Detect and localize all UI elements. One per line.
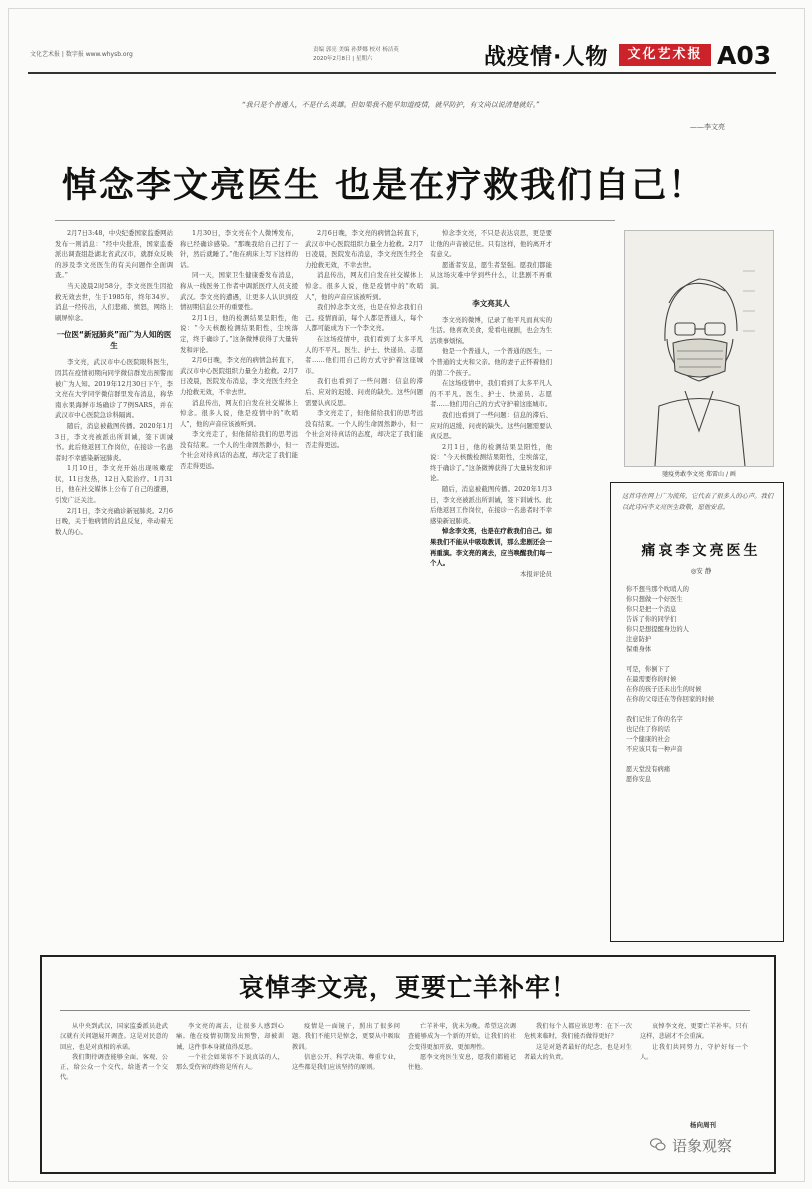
editorial-column-4 bbox=[408, 1022, 516, 1162]
paragraph: 1月30日，李文亮在个人微博发布，称已经确诊感染。“那晚我给自己打了一针，然后就睡了。”他在病床上写下这样的话。 bbox=[180, 229, 298, 269]
poem-line: 告诉了你的同学们 bbox=[626, 616, 677, 623]
column-subhead: 一位医“新冠肺炎”而广为人知的医生 bbox=[56, 330, 172, 351]
paragraph: 我们悼念李文亮，也是在悼念我们自己。疫情面前，每个人都是普通人，每个人都可能成为下一个李文亮。 bbox=[305, 303, 423, 333]
poem-line: 也记住了你的话 bbox=[626, 726, 671, 733]
watermark: 语象观察 bbox=[672, 1137, 733, 1155]
poem-line: 在最需要你的时候 bbox=[626, 676, 677, 683]
poem-line: 在你的孩子还未出生的时候 bbox=[626, 686, 702, 693]
poem-line: 你不想当那个吹哨人的 bbox=[626, 586, 689, 593]
page-number: A03 bbox=[717, 41, 772, 70]
masthead-meta bbox=[313, 46, 483, 64]
paragraph: 消息传出，网友们自发在社交媒体上悼念。很多人说，他是疫情中的“吹哨人”，他的声音应该被听到。 bbox=[305, 271, 423, 301]
bold-closing-note: 悼念李文亮，也是在疗救我们自己。如果我们不能从中吸取教训，那么悲剧还会一再重演。李文亮的离去，应当唤醒我们每一个人。 bbox=[430, 527, 552, 568]
poem-line: 保重身体 bbox=[626, 646, 652, 653]
paragraph: 让我们共同努力，守护好每一个人。 bbox=[640, 1043, 748, 1061]
column-subhead: 李文亮其人 bbox=[472, 298, 510, 308]
editorial-byline: 杨向周刊 bbox=[690, 1121, 716, 1129]
poem-line: 一个健康的社会 bbox=[626, 736, 671, 743]
article-column-4 bbox=[430, 228, 552, 938]
paragraph: 亡羊补牢，犹未为晚。希望这次调查能够成为一个新的开始，让我们的社会变得更加开放、更加理性。 bbox=[408, 1023, 516, 1051]
paragraph: 随后，消息被截图传播。2020年1月3日，李文亮被派出所训诫，签下训诫书。此后他返回工作岗位，在接诊一名患者时不幸感染新冠肺炎。 bbox=[55, 421, 173, 462]
article-column-2 bbox=[180, 228, 298, 938]
paragraph: 随后，消息被截图传播。2020年1月3日，李文亮被派出所训诫，签下训诫书。此后他返回工作岗位，在接诊一名患者时不幸感染新冠肺炎。 bbox=[430, 485, 552, 525]
main-headline: 悼念李文亮医生 也是在疗救我们自己！ bbox=[62, 166, 706, 206]
paragraph: 我们也看到了一些问题：信息的滞后、应对的迟缓、问责的缺失。这些问题需要认真反思。 bbox=[305, 377, 423, 407]
header-divider bbox=[28, 72, 776, 74]
paragraph: 2月6日晚，李文亮的病情急转直下，武汉市中心医院组织力量全力抢救。2月7日凌晨，医院发布消息，李文亮医生经全力抢救无效，不幸去世。 bbox=[305, 229, 423, 269]
column-signature: 本报评论员 bbox=[520, 569, 552, 578]
poem-stanza bbox=[626, 715, 776, 755]
headline-divider bbox=[55, 220, 615, 221]
paragraph: 2月6日晚，李文亮的病情急转直下，武汉市中心医院组织力量全力抢救。2月7日凌晨，医院发布消息，李文亮医生经全力抢救无效，不幸去世。 bbox=[180, 356, 298, 396]
article-column-3 bbox=[305, 228, 423, 938]
paragraph: 我们每个人都应该思考：在下一次危机来临时，我们能否做得更好？ bbox=[524, 1023, 632, 1041]
paragraph: 李文亮，武汉市中心医院眼科医生，因其在疫情初期向同学微信群发出预警而被广为人知。2019年12月30日下午，李文亮在大学同学微信群里发布消息，称华南水果海鲜市场确诊了7例SARS，并在武汉市中心医院急诊科隔离。 bbox=[55, 358, 173, 420]
portrait-illustration bbox=[624, 230, 774, 467]
paragraph: 疫情是一面镜子，照出了很多问题。我们不能只是悼念，更要从中吸取教训。 bbox=[292, 1023, 400, 1051]
poem-author: ◎安 静 bbox=[690, 567, 712, 575]
paragraph: 愿李文亮医生安息，愿我们都能记住他。 bbox=[408, 1053, 516, 1072]
paragraph: 在这场疫情中，我们看到了太多平凡人的不平凡。医生、护士、快递员、志愿者……他们用自己的方式守护着这座城市。 bbox=[305, 334, 423, 375]
paragraph: 李文亮的微博，记录了他平凡而真实的生活。他喜欢美食，爱看电视剧，也会为生活琐事烦恼。 bbox=[430, 315, 552, 345]
masthead-meta-line: 责编 郭亮 美编 孙梦娜 校对 杨洁英 bbox=[313, 47, 399, 53]
poem-line: 愿天堂没有病痛 bbox=[626, 766, 671, 773]
paragraph: 李文亮的离去，让很多人感到心痛。他在疫情初期发出预警，却被训诫，这件事本身就值得反思。 bbox=[176, 1023, 284, 1051]
paragraph: 消息传出，网友们自发在社交媒体上悼念。很多人说，他是疫情中的“吹哨人”，他的声音应该被听到。 bbox=[180, 398, 298, 428]
editorial-column-6 bbox=[640, 1022, 748, 1132]
paragraph: 我们也看到了一些问题：信息的滞后、应对的迟缓、问责的缺失。这些问题需要认真反思。 bbox=[430, 410, 552, 441]
portrait-sketch bbox=[625, 231, 773, 466]
paragraph: 当天凌晨2时58分，李文亮医生因抢救无效去世，生于1985年，终年34岁。消息一经传出，人们悲痛、愤怒，网络上刷屏悼念。 bbox=[55, 281, 173, 322]
editorial-column-2 bbox=[176, 1022, 284, 1162]
section-title: 战疫情·人物 bbox=[484, 45, 609, 70]
paragraph: 李文亮走了，但他留给我们的思考远没有结束。一个人的生命固然渺小，但一个社会对待真话的态度，却决定了我们能否走得更远。 bbox=[180, 430, 298, 471]
editorial-column-5 bbox=[524, 1022, 632, 1162]
paragraph: 1月10日，李文亮开始出现咳嗽症状，11日发热，12日入院治疗。1月31日，他在社交媒体上公布了自己的遭遇，引发广泛关注。 bbox=[55, 464, 173, 505]
paragraph: 愿逝者安息，愿生者坚强。愿我们都能从这场灾难中学到些什么，让悲剧不再重演。 bbox=[430, 260, 552, 290]
editorial-column-1 bbox=[60, 1022, 168, 1162]
poem-line: 我们记住了你的名字 bbox=[626, 716, 683, 723]
paragraph: 信息公开、科学决策、尊重专业，这些都是我们应该坚持的原则。 bbox=[292, 1053, 400, 1072]
poem-title: 痛哀李文亮医生 bbox=[641, 543, 761, 559]
paragraph: 一个社会如果容不下说真话的人，那么受伤害的终将是所有人。 bbox=[176, 1053, 284, 1072]
poem-line: 你只是把一个消息 bbox=[626, 606, 677, 613]
paragraph: 2月1日，他的检测结果呈阳性，他说：“今天核酸检测结果阳性，尘埃落定，终于确诊了。”这条微博获得了大量转发和评论。 bbox=[180, 313, 298, 354]
article-column-1 bbox=[55, 228, 173, 938]
illustration-caption: 驰疫勇敢李文亮 郑雷山 / 画 bbox=[662, 471, 736, 478]
paragraph: 从中央到武汉，国家监委派员赴武汉就有关问题展开调查。这是对民意的回应，也是对真相的承诺。 bbox=[60, 1023, 168, 1051]
paragraph: 哀悼李文亮，更要亡羊补牢。只有这样，悲剧才不会重演。 bbox=[640, 1023, 748, 1041]
poem-line: 愿你安息 bbox=[626, 776, 652, 783]
poem-line: 在你的父母还在等你回家的时候 bbox=[626, 696, 715, 703]
editorial-divider bbox=[60, 1010, 750, 1011]
paragraph: 同一天，国家卫生健康委发布消息，称从一线医务工作者中调派医疗人员支援武汉。李文亮的遭遇，让更多人认识到疫情初期信息公开的重要性。 bbox=[180, 271, 298, 312]
paragraph: 我们期待调查能够全面、客观、公正，给公众一个交代，给逝者一个交代。 bbox=[60, 1053, 168, 1082]
paragraph: 2月7日3:48，中央纪委国家监委网站发布一则消息：“经中央批准，国家监委派出调查组赴湖北省武汉市，就群众反映的涉及李文亮医生的有关问题作全面调查。” bbox=[55, 229, 173, 280]
poem-line: 注意防护 bbox=[626, 636, 652, 643]
paragraph: 这是对逝者最好的纪念，也是对生者最大的负责。 bbox=[524, 1043, 632, 1061]
editorial-headline: 哀悼李文亮，更要亡羊补牢！ bbox=[238, 973, 577, 1002]
lead-quote-attribution: ——李文亮 bbox=[690, 123, 725, 131]
poem-intro: 这首诗在网上广为流传，它代表了很多人的心声。我们以此诗向李文亮医生致敬，愿他安息。 bbox=[622, 493, 774, 511]
poem-body bbox=[626, 585, 776, 795]
masthead-meta-line: 2020年2月8日 | 星期六 bbox=[313, 56, 373, 62]
paragraph: 他是一个普通人，一个普通的医生，一个普通的丈夫和父亲。他的妻子正怀着他们的第二个孩子。 bbox=[430, 347, 552, 377]
paragraph: 2月1日，他的检测结果呈阳性，他说：“今天核酸检测结果阳性，尘埃落定，终于确诊了。”这条微博获得了大量转发和评论。 bbox=[430, 442, 552, 483]
paragraph: 在这场疫情中，我们看到了太多平凡人的不平凡。医生、护士、快递员、志愿者……他们用自己的方式守护着这座城市。 bbox=[430, 379, 552, 409]
wechat-icon bbox=[650, 1138, 666, 1151]
poem-line: 你只是想提醒身边的人 bbox=[626, 626, 689, 633]
poem-stanza bbox=[626, 585, 776, 655]
paragraph: 李文亮走了，但他留给我们的思考远没有结束。一个人的生命固然渺小，但一个社会对待真话的态度，却决定了我们能否走得更远。 bbox=[305, 409, 423, 449]
lead-quote: “我只是个普通人，不是什么英雄。但如果我不能早知道疫情，就早防护，有文尚以说清楚就好。” bbox=[242, 101, 540, 109]
poem-stanza bbox=[626, 665, 776, 705]
poem-stanza bbox=[626, 765, 776, 785]
newspaper-logo: 文化艺术报 bbox=[619, 44, 711, 66]
poem-line: 可是，你倒下了 bbox=[626, 666, 671, 673]
paragraph: 2月1日，李文亮确诊新冠肺炎。2月6日晚，关于他病情的消息反复，牵动着无数人的心。 bbox=[55, 506, 173, 536]
poem-line: 不应该只有一种声音 bbox=[626, 746, 683, 753]
paragraph: 悼念李文亮，不只是表达哀思，更是要让他的声音被记住。只有这样，他的离开才有意义。 bbox=[430, 229, 552, 259]
poem-line: 你只想做一个好医生 bbox=[626, 596, 683, 603]
masthead-site: 文化艺术报 | 数字报 www.whysb.org bbox=[30, 51, 133, 58]
editorial-column-3 bbox=[292, 1022, 400, 1162]
